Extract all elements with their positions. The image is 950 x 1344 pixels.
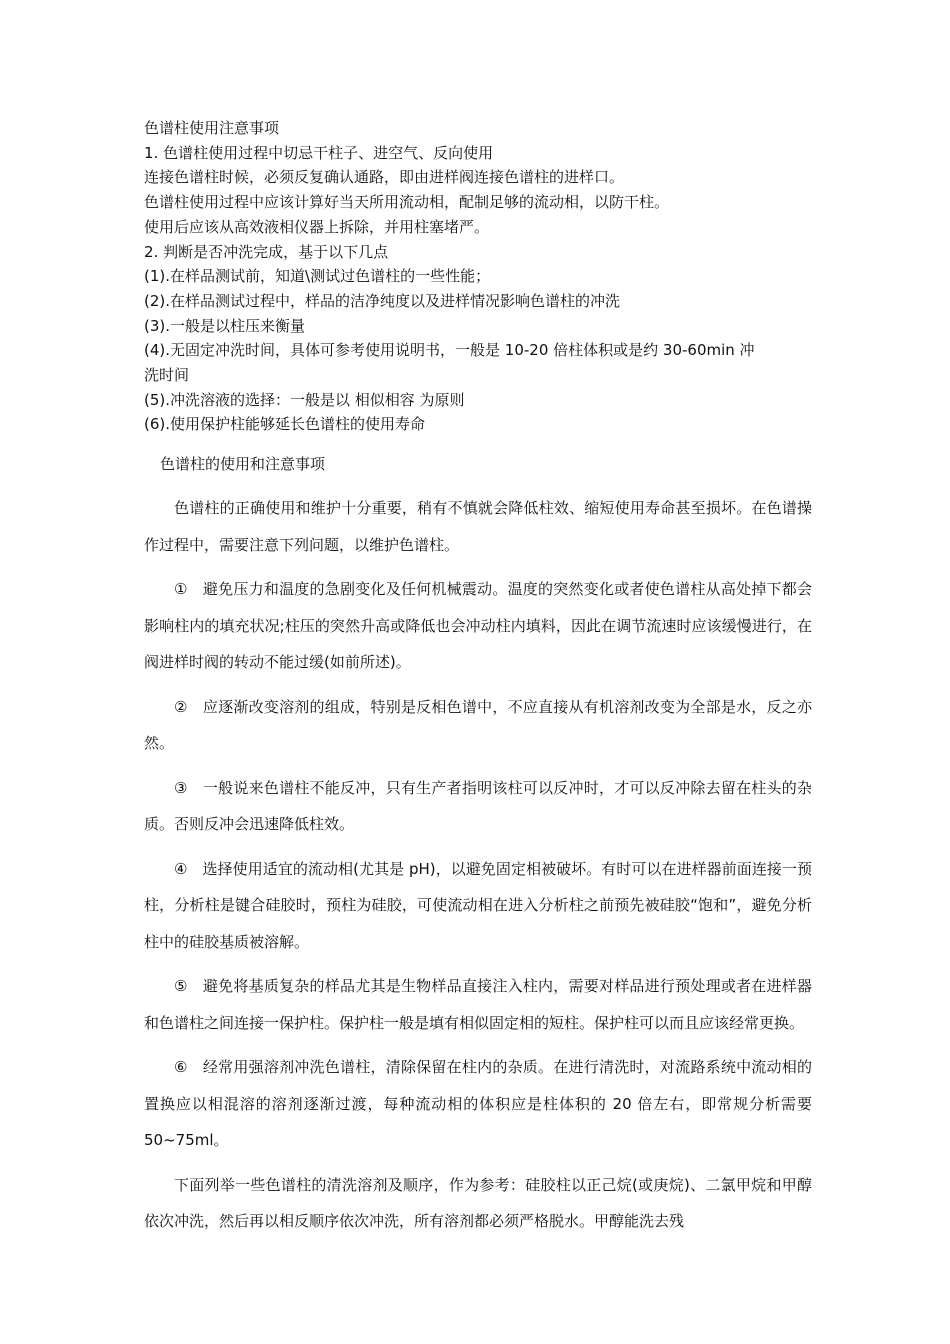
doc-title: 色谱柱使用注意事项 <box>144 119 280 137</box>
paragraph: ② 应逐渐改变溶剂的组成，特别是反相色谱中，不应直接从有机溶剂改变为全部是水，反之亦然。 <box>144 697 812 752</box>
note-line: 1. 色谱柱使用过程中切忌干柱子、进空气、反向使用 <box>144 143 494 162</box>
note-line: (1).在样品测试前，知道\测试过色谱柱的一些性能； <box>144 267 491 286</box>
note-line: 使用后应该从高效液相仪器上拆除，并用柱塞堵严。 <box>144 217 490 236</box>
paragraph: ⑥ 经常用强溶剂冲洗色谱柱，清除保留在柱内的杂质。在进行清洗时，对流路系统中流动相的置换应以相混溶的溶剂逐渐过渡，每种流动相的体积应是柱体积的 20 倍左右，即常规分析需要 50~75ml。 <box>144 1058 812 1149</box>
paragraph: 下面列举一些色谱柱的清洗溶剂及顺序，作为参考：硅胶柱以正己烷(或庚烷)、二氯甲烷和甲醇依次冲洗，然后再以相反顺序依次冲洗，所有溶剂都必须严格脱水。甲醇能洗去残 <box>144 1175 812 1230</box>
note-line: (6).使用保护柱能够延长色谱柱的使用寿命 <box>144 415 426 434</box>
note-line: (2).在样品测试过程中，样品的洁净纯度以及进样情况影响色谱柱的冲洗 <box>144 291 621 310</box>
note-line: 连接色谱柱时候，必须反复确认通路，即由进样阀连接色谱柱的进样口。 <box>144 168 625 187</box>
paragraph: ⑤ 避免将基质复杂的样品尤其是生物样品直接注入柱内，需要对样品进行预处理或者在进样器和色谱柱之间连接一保护柱。保护柱一般是填有相似固定相的短柱。保护柱可以而且应该经常更换。 <box>144 977 812 1032</box>
section-body <box>144 490 812 1248</box>
notes-list <box>144 116 812 437</box>
note-line: (5).冲洗溶液的选择：一般是以 相似相容 为原则 <box>144 390 465 409</box>
section-title: 色谱柱的使用和注意事项 <box>160 455 326 473</box>
paragraph: 色谱柱的正确使用和维护十分重要，稍有不慎就会降低柱效、缩短使用寿命甚至损坏。在色谱操作过程中，需要注意下列问题，以维护色谱柱。 <box>144 499 812 554</box>
note-line: 色谱柱使用过程中应该计算好当天所用流动相，配制足够的流动相，以防干柱。 <box>144 193 670 212</box>
paragraph: ③ 一般说来色谱柱不能反冲，只有生产者指明该柱可以反冲时，才可以反冲除去留在柱头的杂质。否则反冲会迅速降低柱效。 <box>144 778 812 833</box>
paragraph: ④ 选择使用适宜的流动相(尤其是 pH)，以避免固定相被破坏。有时可以在进样器前面连接一预柱，分析柱是键合硅胶时，预柱为硅胶，可使流动相在进入分析柱之前预先被硅胶“饱和”，避免分析柱中的硅胶基质被溶解。 <box>144 859 812 951</box>
note-line: (4).无固定冲洗时间，具体可参考使用说明书，一般是 10-20 倍柱体积或是约 30-60min 冲 <box>144 341 755 360</box>
note-line: 洗时间 <box>144 366 190 385</box>
paragraph: ① 避免压力和温度的急剧变化及任何机械震动。温度的突然变化或者使色谱柱从高处掉下都会影响柱内的填充状况;柱压的突然升高或降低也会冲动柱内填料，因此在调节流速时应该缓慢进行，在阀进样时阀的转动不能过缓(如前所述)。 <box>144 580 812 671</box>
note-line: (3).一般是以柱压来衡量 <box>144 316 306 335</box>
note-line: 2. 判断是否冲洗完成，基于以下几点 <box>144 242 389 261</box>
